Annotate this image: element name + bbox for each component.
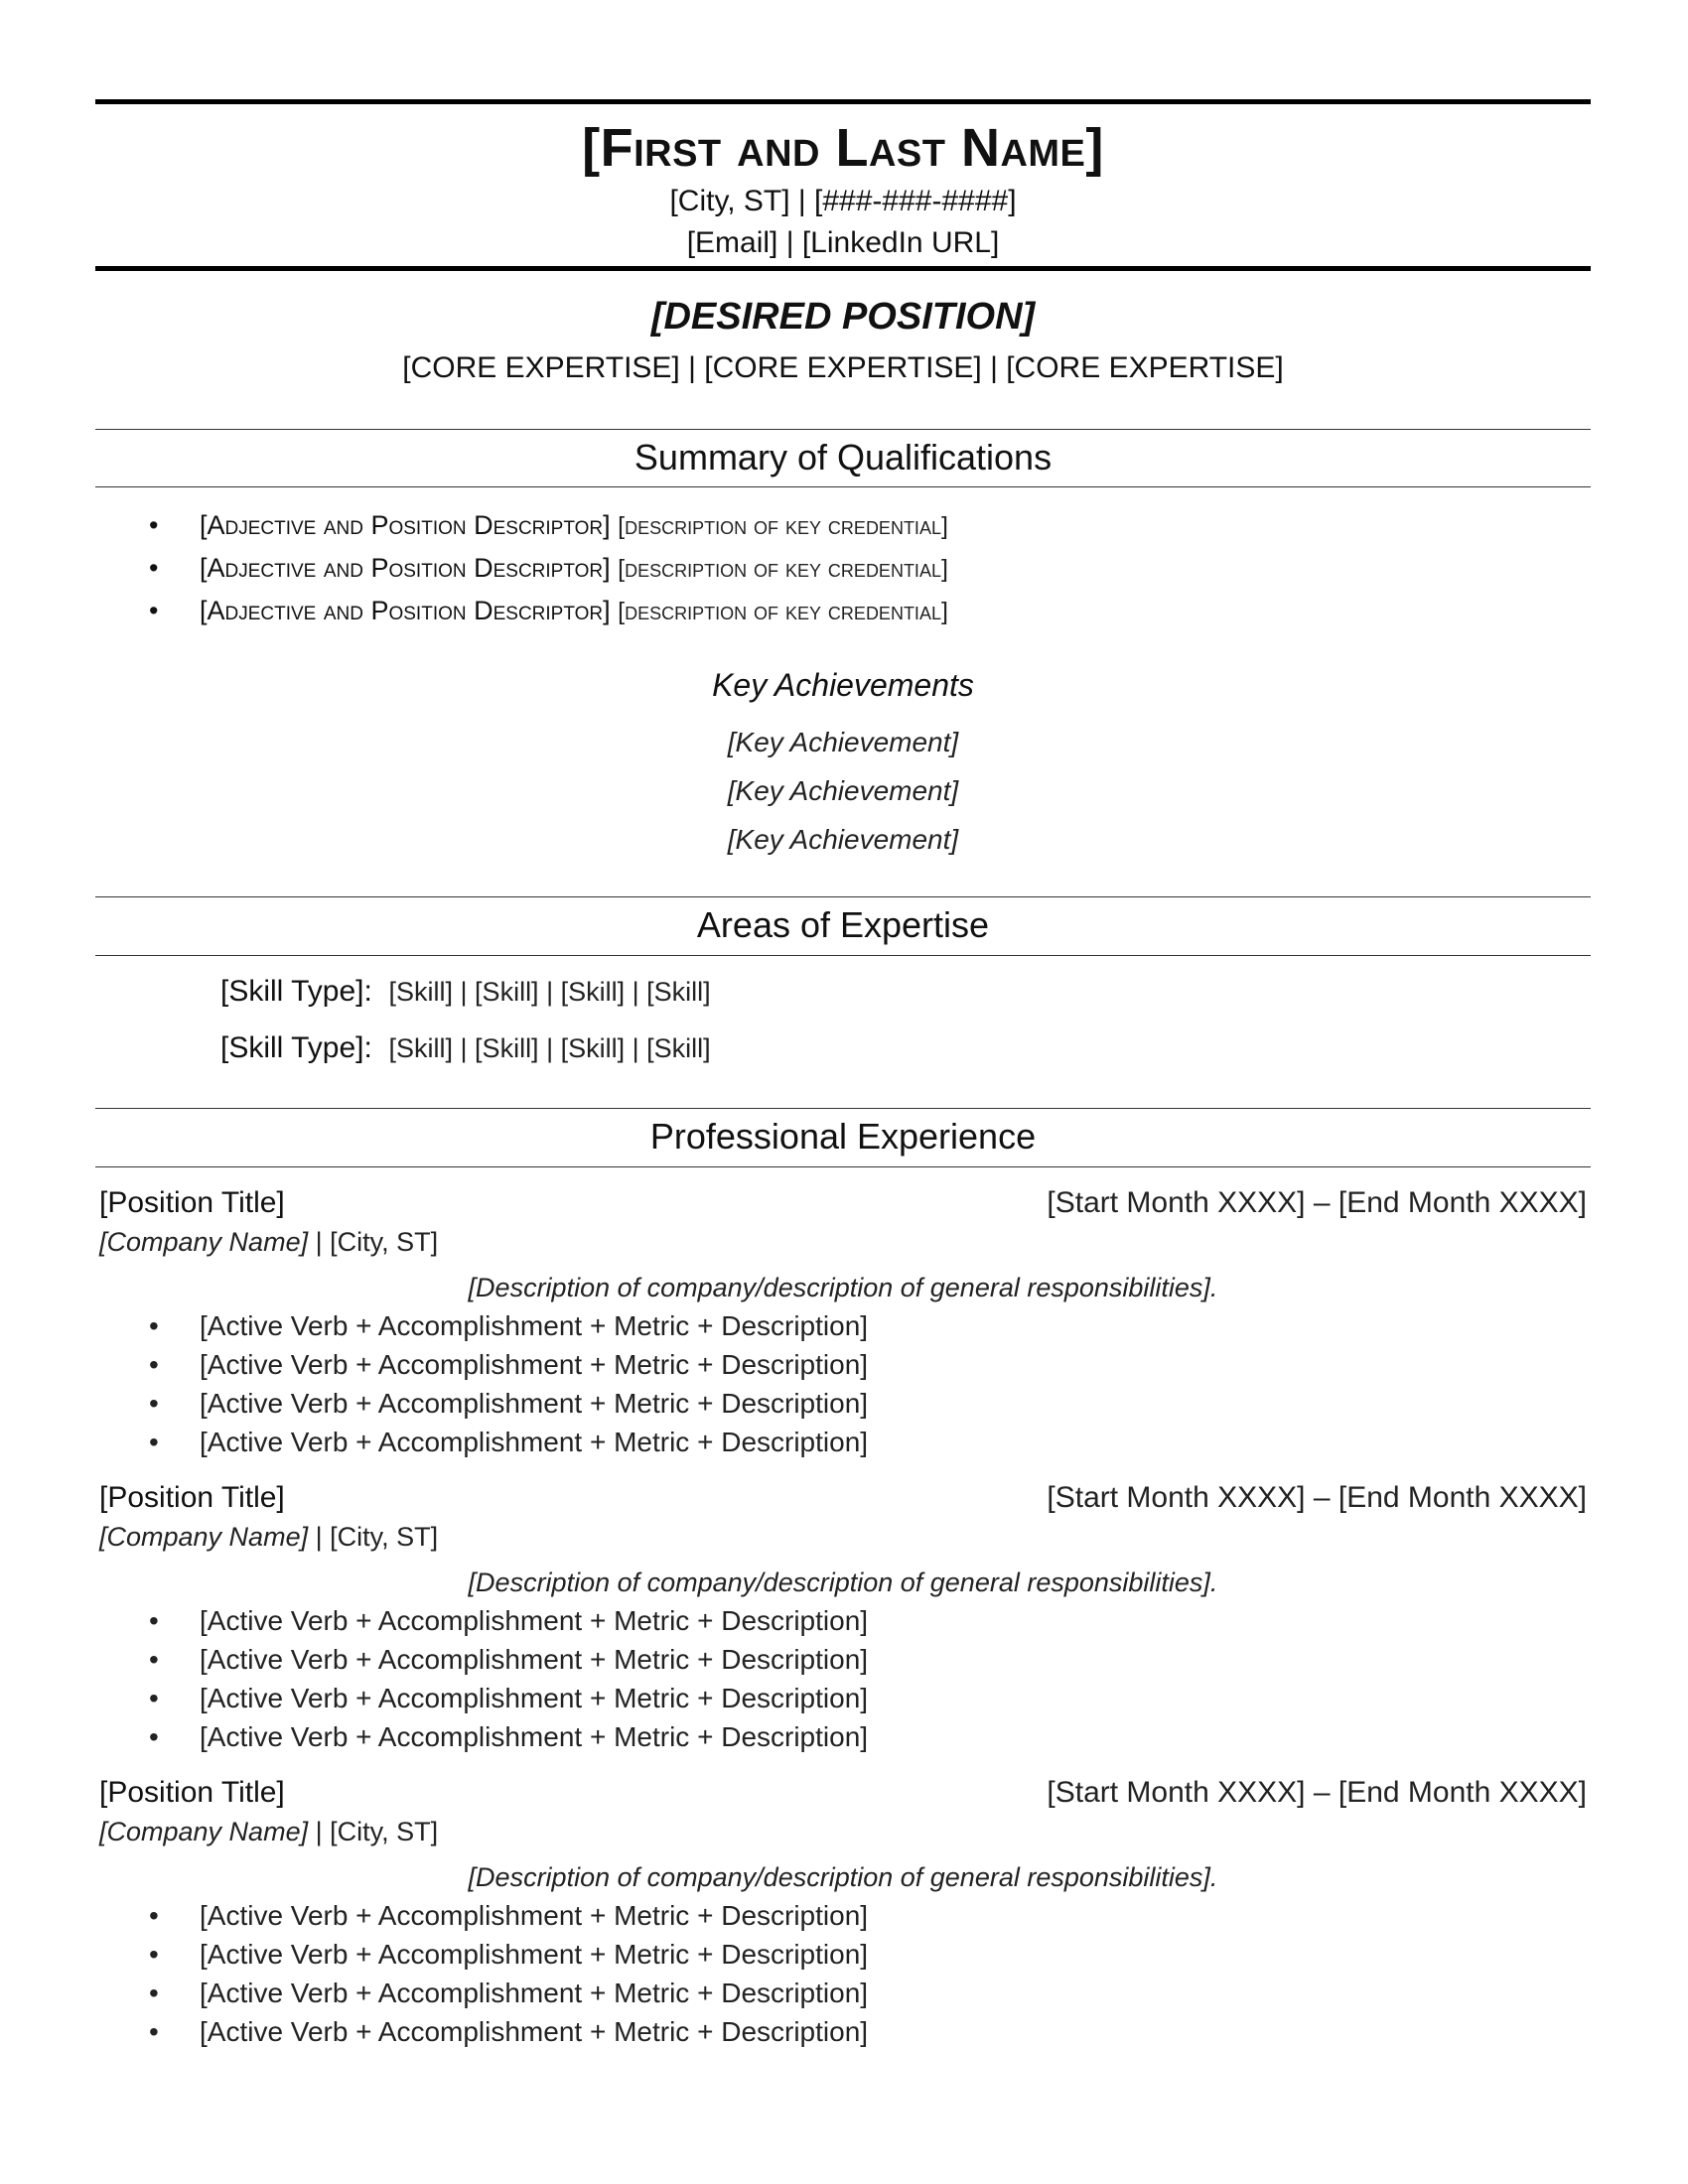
job-location: | [City, ST] [308, 1817, 439, 1846]
bullet-icon: • [149, 1644, 159, 1675]
qualification-descriptor: [Adjective and Position Descriptor] [200, 596, 611, 625]
skill-list: [Skill] | [Skill] | [Skill] | [Skill] [388, 1033, 711, 1063]
skill-list: [Skill] | [Skill] | [Skill] | [Skill] [388, 977, 711, 1007]
job-location: | [City, ST] [308, 1522, 439, 1552]
job-bullet-text: [Active Verb + Accomplishment + Metric + Description] [200, 1605, 869, 1636]
qualification-descriptor: [Adjective and Position Descriptor] [200, 553, 611, 583]
job-bullet-text: [Active Verb + Accomplishment + Metric + Description] [200, 1349, 869, 1380]
bullet-icon: • [149, 596, 159, 625]
key-achievement: [Key Achievement] [727, 824, 959, 855]
job-bullet-text: [Active Verb + Accomplishment + Metric + Description] [200, 1939, 869, 1970]
job-location: | [City, ST] [308, 1227, 439, 1257]
job-bullet-text: [Active Verb + Accomplishment + Metric + Description] [200, 1310, 869, 1341]
qualification-credential: [description of key credential] [618, 555, 948, 583]
bullet-icon: • [149, 1349, 159, 1380]
job-description: [Description of company/description of general responsibilities]. [468, 1862, 1218, 1892]
header-top-rule [95, 99, 1591, 104]
bullet-icon: • [149, 1388, 159, 1419]
job-bullet-text: [Active Verb + Accomplishment + Metric + Description] [200, 2016, 869, 2047]
key-achievements-title: Key Achievements [712, 667, 974, 703]
job-bullet-text: [Active Verb + Accomplishment + Metric + Description] [200, 1427, 869, 1457]
qualification-credential: [description of key credential] [618, 598, 948, 625]
job-position-title: [Position Title] [99, 1481, 285, 1514]
job-bullet-text: [Active Verb + Accomplishment + Metric + Description] [200, 1721, 869, 1752]
bullet-icon: • [149, 1427, 159, 1457]
expertise-bottom-rule [95, 955, 1591, 956]
job-position-title: [Position Title] [99, 1776, 285, 1809]
header-bottom-rule [95, 266, 1591, 271]
qualification-credential: [description of key credential] [618, 512, 948, 540]
summary-bottom-rule [95, 486, 1591, 487]
bullet-icon: • [149, 1900, 159, 1931]
job-bullet-text: [Active Verb + Accomplishment + Metric + Description] [200, 1644, 869, 1675]
bullet-icon: • [149, 1939, 159, 1970]
skill-row: [Skill Type]: [Skill] | [Skill] | [Skill] | [Skill] [220, 1031, 711, 1064]
skill-row: [Skill Type]: [Skill] | [Skill] | [Skill] | [Skill] [220, 975, 711, 1008]
skill-type: [Skill Type] [220, 1031, 364, 1064]
contact-line-email-linkedin: [Email] | [LinkedIn URL] [686, 226, 1000, 259]
qualification-descriptor: [Adjective and Position Descriptor] [200, 510, 611, 540]
job-company-line [99, 1817, 438, 1847]
job-bullet-text: [Active Verb + Accomplishment + Metric + Description] [200, 1978, 869, 2008]
bullet-icon: • [149, 1310, 159, 1341]
job-company-line [99, 1227, 438, 1258]
bullet-icon: • [149, 553, 159, 583]
experience-bottom-rule [95, 1166, 1591, 1167]
section-title-expertise: Areas of Expertise [696, 904, 990, 945]
candidate-name: [First and Last Name] [582, 118, 1104, 178]
desired-position: [DESIRED POSITION] [650, 296, 1036, 338]
job-company-name: [Company Name] [99, 1817, 309, 1846]
job-position-title: [Position Title] [99, 1186, 285, 1219]
contact-line-location-phone: [City, ST] | [###-###-####] [669, 185, 1017, 217]
job-dates: [Start Month XXXX] – [End Month XXXX] [1047, 1481, 1587, 1514]
experience-top-rule [95, 1108, 1591, 1109]
core-expertise-line: [CORE EXPERTISE] | [CORE EXPERTISE] | [CORE EXPERTISE] [402, 351, 1284, 384]
section-title-summary: Summary of Qualifications [633, 437, 1053, 478]
job-company-line [99, 1522, 438, 1553]
job-description: [Description of company/description of general responsibilities]. [468, 1273, 1218, 1302]
bullet-icon: • [149, 1605, 159, 1636]
summary-top-rule [95, 429, 1591, 430]
job-bullet-text: [Active Verb + Accomplishment + Metric + Description] [200, 1388, 869, 1419]
bullet-icon: • [149, 1721, 159, 1752]
job-bullet-text: [Active Verb + Accomplishment + Metric + Description] [200, 1900, 869, 1931]
bullet-icon: • [149, 1683, 159, 1713]
section-title-experience: Professional Experience [649, 1116, 1037, 1157]
key-achievement: [Key Achievement] [727, 775, 959, 806]
job-company-name: [Company Name] [99, 1227, 309, 1257]
expertise-top-rule [95, 896, 1591, 897]
bullet-icon: • [149, 1978, 159, 2008]
bullet-icon: • [149, 510, 159, 540]
job-dates: [Start Month XXXX] – [End Month XXXX] [1047, 1186, 1587, 1219]
job-company-name: [Company Name] [99, 1522, 309, 1552]
job-bullet-text: [Active Verb + Accomplishment + Metric + Description] [200, 1683, 869, 1713]
job-description: [Description of company/description of general responsibilities]. [468, 1568, 1218, 1597]
job-dates: [Start Month XXXX] – [End Month XXXX] [1047, 1776, 1587, 1809]
skill-type: [Skill Type] [220, 975, 364, 1008]
bullet-icon: • [149, 2016, 159, 2047]
key-achievement: [Key Achievement] [727, 727, 959, 757]
